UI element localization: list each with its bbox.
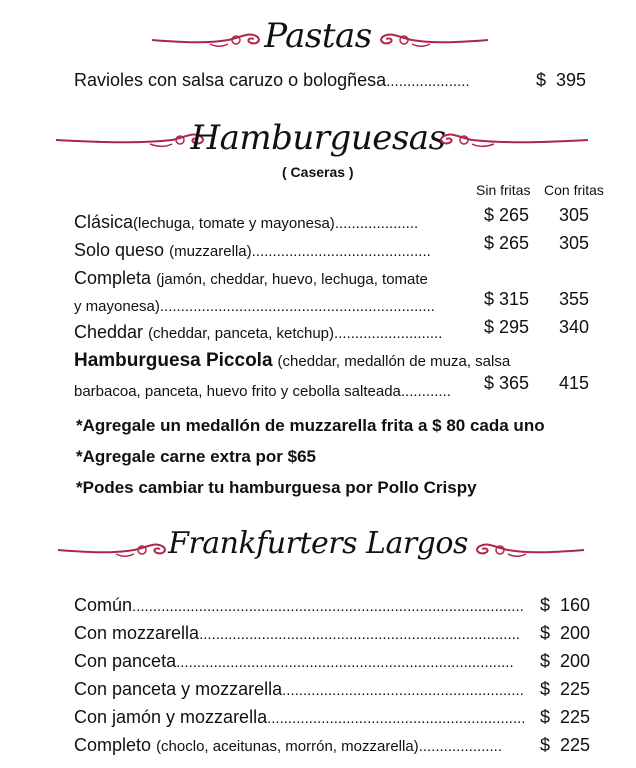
price-value: 200 bbox=[560, 623, 591, 643]
price-sin-fritas: $ 265 bbox=[484, 233, 530, 253]
currency: $ bbox=[540, 707, 551, 727]
item-detail-2: barbacoa, panceta, huevo frito y cebolla salteada bbox=[74, 383, 401, 400]
item-detail: (cheddar, panceta, ketchup) bbox=[148, 325, 335, 342]
price-con-fritas: 305 bbox=[559, 233, 590, 253]
price-sin-fritas: $ 295 bbox=[484, 317, 530, 337]
menu-item-comun bbox=[74, 595, 524, 616]
price-panceta-mozzarella bbox=[540, 679, 590, 700]
item-dots: ................................................................................. bbox=[176, 654, 514, 671]
price-con-fritas: 340 bbox=[559, 317, 590, 337]
price-sin-fritas: $ 365 bbox=[484, 373, 530, 393]
item-name: Común bbox=[74, 595, 133, 615]
column-header-sin-fritas: Sin fritas bbox=[476, 182, 531, 198]
section-title-hamburguesas: Hamburguesas bbox=[190, 118, 446, 158]
item-name: Clásica bbox=[74, 212, 134, 232]
price-value: 225 bbox=[560, 735, 591, 755]
currency: $ bbox=[536, 70, 547, 90]
menu-item-con-mozzarella bbox=[74, 623, 520, 644]
price-value: 160 bbox=[560, 595, 591, 615]
item-dots: .......................... bbox=[334, 325, 443, 342]
price-ravioles bbox=[536, 70, 586, 91]
price-con-fritas: 415 bbox=[559, 373, 590, 393]
menu-item-piccola-cont bbox=[74, 380, 451, 401]
item-name: Con panceta y mozzarella bbox=[74, 679, 283, 699]
item-detail: (jamón, cheddar, huevo, lechuga, tomate bbox=[156, 271, 428, 288]
price-jamon-mozzarella bbox=[540, 707, 590, 728]
menu-item-completa-cont bbox=[74, 295, 435, 316]
menu-item-clasica bbox=[74, 212, 418, 233]
item-dots: .............................................................................................. bbox=[132, 598, 524, 615]
ornament-right-frankfurters bbox=[466, 538, 586, 560]
column-header-con-fritas: Con fritas bbox=[544, 182, 604, 198]
item-name: Con mozzarella bbox=[74, 623, 200, 643]
item-detail-2: y mayonesa) bbox=[74, 298, 160, 315]
item-name: Hamburguesa Piccola bbox=[74, 350, 273, 371]
price-completo bbox=[540, 735, 590, 756]
menu-item-completo bbox=[74, 735, 502, 756]
menu-item-completa bbox=[74, 268, 428, 289]
item-dots: ............................................................................. bbox=[199, 626, 520, 643]
item-name: Con jamón y mozzarella bbox=[74, 707, 268, 727]
price-sin-fritas: $ 315 bbox=[484, 289, 530, 309]
item-name: Cheddar bbox=[74, 322, 144, 342]
price-con-fritas: 355 bbox=[559, 289, 590, 309]
note-carne-extra: *Agregale carne extra por $65 bbox=[76, 447, 317, 466]
currency: $ bbox=[540, 679, 551, 699]
price-sin-fritas: $ 265 bbox=[484, 205, 530, 225]
currency: $ bbox=[540, 623, 551, 643]
currency: $ bbox=[540, 595, 551, 615]
menu-item-cheddar bbox=[74, 322, 442, 343]
menu-item-con-panceta bbox=[74, 651, 514, 672]
price-con-fritas: 305 bbox=[559, 205, 590, 225]
item-detail: (choclo, aceitunas, morrón, mozzarella) bbox=[156, 738, 419, 755]
section-title-pastas: Pastas bbox=[264, 16, 372, 56]
item-dots: .................... bbox=[418, 738, 503, 755]
item-detail: (lechuga, tomate y mayonesa) bbox=[133, 215, 335, 232]
item-name: Solo queso bbox=[74, 240, 165, 260]
item-dots: .................................................................. bbox=[159, 298, 435, 315]
item-dots: .............................................................. bbox=[267, 710, 526, 727]
item-dots: .......................................................... bbox=[282, 682, 524, 699]
item-dots: .................... bbox=[334, 215, 419, 232]
ornament-right-hamburguesas bbox=[430, 128, 590, 150]
note-pollo-crispy: *Podes cambiar tu hamburguesa por Pollo Crispy bbox=[76, 478, 477, 497]
menu-item-solo-queso bbox=[74, 240, 431, 261]
menu-item-ravioles bbox=[74, 70, 470, 91]
item-dots: ........................................... bbox=[251, 243, 431, 260]
price-value: 225 bbox=[560, 707, 591, 727]
ornament-right-pastas bbox=[370, 28, 490, 50]
price-con-mozzarella bbox=[540, 623, 590, 644]
note-medallon: *Agregale un medallón de muzzarella frita a $ 80 cada uno bbox=[76, 416, 545, 435]
price-value: 200 bbox=[560, 651, 591, 671]
menu-item-jamon-mozzarella bbox=[74, 707, 525, 728]
section-subtitle: ( Caseras ) bbox=[282, 164, 354, 180]
item-name: Completa bbox=[74, 268, 152, 288]
item-detail: (cheddar, medallón de muza, salsa bbox=[277, 353, 511, 370]
item-name: Completo bbox=[74, 735, 152, 755]
item-name: Con panceta bbox=[74, 651, 177, 671]
item-detail: (muzzarella) bbox=[169, 243, 252, 260]
price-value: 225 bbox=[560, 679, 591, 699]
currency: $ bbox=[540, 651, 551, 671]
price-con-panceta bbox=[540, 651, 590, 672]
section-title-frankfurters: Frankfurters Largos bbox=[168, 526, 468, 561]
item-dots: .................... bbox=[386, 73, 470, 90]
item-dots: ............ bbox=[400, 383, 451, 400]
item-name: Ravioles con salsa caruzo o bologñesa bbox=[74, 70, 387, 90]
menu-item-panceta-mozzarella bbox=[74, 679, 524, 700]
menu-item-piccola bbox=[74, 350, 510, 372]
price-value: 395 bbox=[556, 70, 587, 90]
currency: $ bbox=[540, 735, 551, 755]
price-comun bbox=[540, 595, 590, 616]
